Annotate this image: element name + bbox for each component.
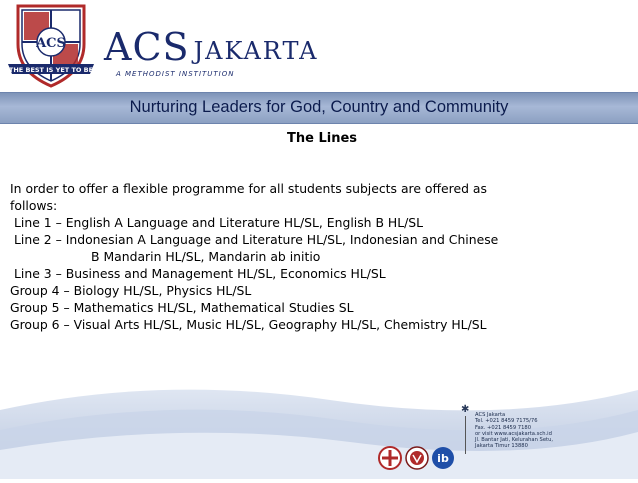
banner-text: Nurturing Leaders for God, Country and Community	[129, 98, 509, 116]
contact-info	[475, 412, 553, 450]
star-icon: ✱	[461, 404, 470, 415]
brand-wordmark	[104, 25, 319, 78]
intro-line-1: In order to offer a flexible programme for all students subjects are offered as	[10, 181, 487, 196]
contact-line: Jakarta Timur 13880	[475, 443, 528, 450]
slide-title: The Lines	[286, 131, 357, 146]
ib-logo	[431, 446, 455, 470]
acs-seal-logo	[378, 446, 402, 470]
school-crest-logo	[8, 2, 94, 88]
contact-line: or visit www.acsjakarta.sch.id	[475, 430, 552, 437]
contact-line: Fax. +021 8459 7180	[475, 424, 532, 431]
contact-line: Tel. +021 8459 7175/76	[475, 418, 538, 425]
partner-seal-logo	[405, 446, 429, 470]
intro-line-2: follows:	[10, 198, 58, 213]
crest-monogram: ACS	[36, 36, 66, 51]
contact-line: ACS Jakarta	[475, 412, 506, 418]
line-2: Line 2 – Indonesian A Language and Literature HL/SL, Indonesian and Chinese	[14, 232, 499, 247]
crest-motto: THE BEST IS YET TO BE	[8, 66, 94, 74]
group-5: Group 5 – Mathematics HL/SL, Mathematical Studies SL	[10, 300, 354, 315]
motto-banner	[0, 92, 638, 124]
line-3: Line 3 – Business and Management HL/SL, Economics HL/SL	[14, 266, 386, 281]
contact-line: Jl. Bantar Jati, Kelurahan Setu,	[475, 437, 554, 444]
group-4: Group 4 – Biology HL/SL, Physics HL/SL	[10, 283, 252, 298]
header	[0, 0, 638, 92]
ib-logo-text: ib	[437, 452, 449, 465]
brand-acs: ACS	[104, 25, 190, 69]
divider-line	[465, 416, 466, 454]
line-1: Line 1 – English A Language and Literature HL/SL, English B HL/SL	[14, 215, 424, 230]
brand-jakarta: JAKARTA	[193, 37, 319, 65]
slide-body	[10, 180, 630, 333]
brand-subtitle: A METHODIST INSTITUTION	[116, 70, 235, 78]
group-6: Group 6 – Visual Arts HL/SL, Music HL/SL, Geography HL/SL, Chemistry HL/SL	[10, 317, 487, 332]
line-2-continued: B Mandarin HL/SL, Mandarin ab initio	[91, 249, 321, 264]
